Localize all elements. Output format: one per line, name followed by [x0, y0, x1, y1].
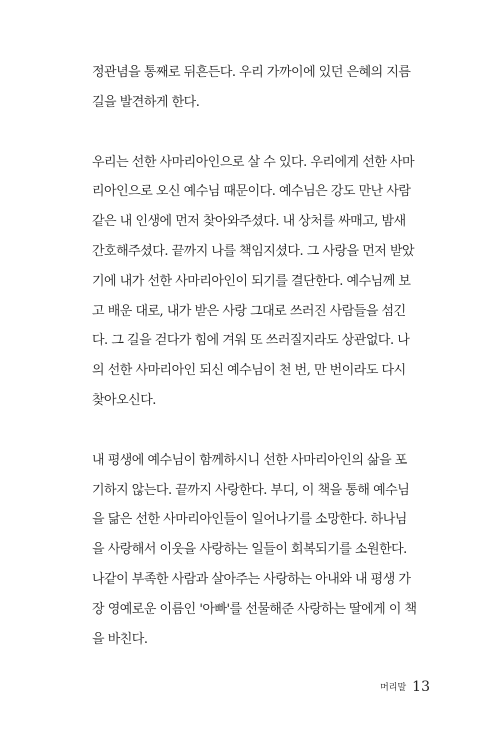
- text-line: 의 선한 사마리아인 되신 예수님이 천 번, 만 번이라도 다시: [92, 363, 406, 379]
- text-line: 고 배운 대로, 내가 받은 사랑 그대로 쓰러진 사람들을 섬긴: [92, 303, 406, 319]
- page-number: 13: [412, 679, 430, 695]
- text-line: 을 닮은 선한 사마리아인들이 일어나기를 소망한다. 하나님: [92, 512, 407, 528]
- text-line: 을 사랑해서 이웃을 사랑하는 일들이 회복되기를 소원한다.: [92, 542, 407, 558]
- text-line: 장 영예로운 이름인 '아빠'를 선물해준 사랑하는 딸에게 이 책: [92, 601, 417, 617]
- text-line: 길을 발견하게 한다.: [92, 94, 200, 110]
- text-line: 을 바친다.: [92, 631, 148, 647]
- text-line: 다. 그 길을 걷다가 힘에 겨워 또 쓰러질지라도 상관없다. 나: [92, 333, 410, 349]
- text-line: 찾아오신다.: [92, 392, 156, 408]
- text-line: 리아인으로 오신 예수님 때문이다. 예수님은 강도 만난 사람: [92, 184, 411, 200]
- paragraph-3: [92, 446, 430, 655]
- paragraph-2: [92, 148, 430, 416]
- text-line: 기하지 않는다. 끝까지 사랑한다. 부디, 이 책을 통해 예수님: [92, 482, 410, 498]
- paragraph-1: [92, 58, 430, 118]
- paragraph-gap: [92, 118, 430, 148]
- text-line: 내 평생에 예수님이 함께하시니 선한 사마리아인의 삶을 포: [92, 452, 407, 468]
- paragraph-gap: [92, 416, 430, 446]
- text-line: 기에 내가 선한 사마리아인이 되기를 결단한다. 예수님께 보: [92, 273, 411, 289]
- running-title: 머리말: [380, 683, 407, 693]
- text-line: 정관념을 통째로 뒤흔든다. 우리 가까이에 있던 은혜의 지름: [92, 65, 411, 80]
- text-line: 나같이 부족한 사람과 살아주는 사랑하는 아내와 내 평생 가: [92, 571, 411, 587]
- text-line: 간호해주셨다. 끝까지 나를 책임지셨다. 그 사랑을 먼저 받았: [92, 243, 415, 259]
- body-text: [92, 58, 430, 654]
- text-line: 우리는 선한 사마리아인으로 살 수 있다. 우리에게 선한 사마: [92, 154, 415, 170]
- text-line: 같은 내 인생에 먼저 찾아와주셨다. 내 상처를 싸매고, 밤새: [92, 214, 406, 230]
- page-footer: [360, 676, 430, 696]
